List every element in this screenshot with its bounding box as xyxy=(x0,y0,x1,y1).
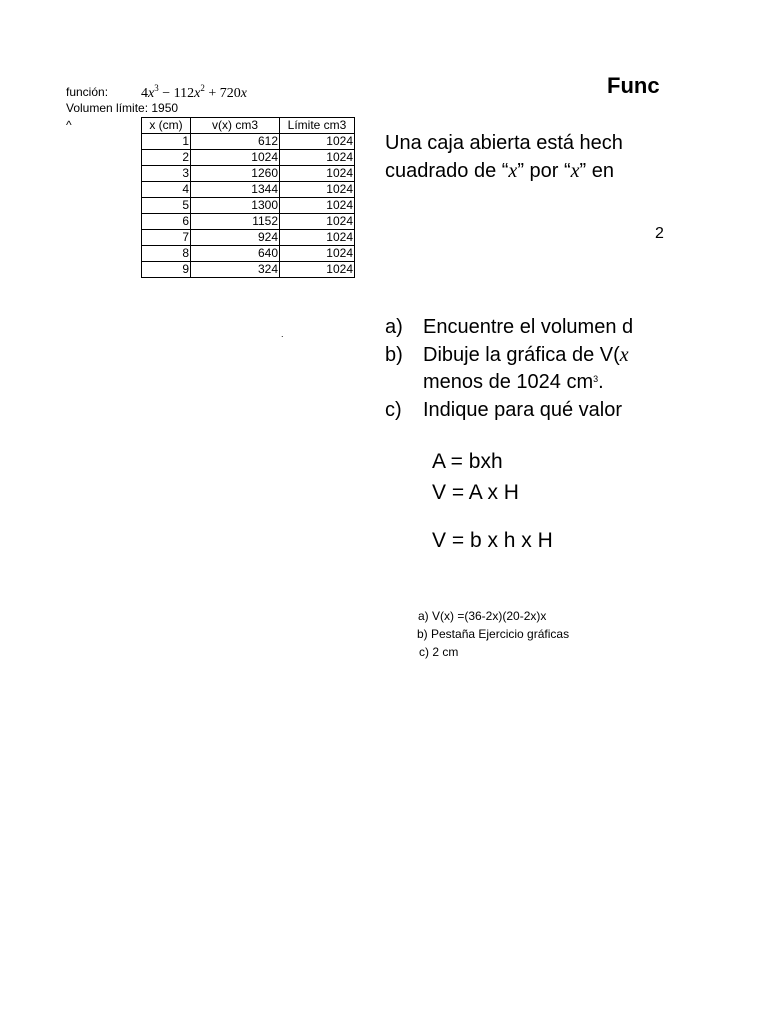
cell-x: 1 xyxy=(142,134,191,150)
item-b-text: Dibuje la gráfica de V(x xyxy=(423,344,629,366)
caret-mark: ^ xyxy=(66,118,72,132)
item-a-text: Encuentre el volumen d xyxy=(423,316,634,338)
item-b-text-2: menos de 1024 $cm^3$. xyxy=(423,371,604,393)
function-formula: $4x^3 - 112x^2 + 720x$ xyxy=(141,83,247,101)
cell-vx: 924 xyxy=(191,230,280,246)
problem-line-2: cuadrado de “x” por “x” en xyxy=(385,160,615,182)
cell-limite: 1024 xyxy=(280,214,355,230)
cell-limite: 1024 xyxy=(280,262,355,278)
formula-area: A = bxh xyxy=(432,450,503,473)
cell-vx: 1152 xyxy=(191,214,280,230)
cell-vx: 1300 xyxy=(191,198,280,214)
cell-x: 2 xyxy=(142,150,191,166)
answer-b: b) Pestaña Ejercicio gráficas xyxy=(417,627,570,641)
cell-limite: 1024 xyxy=(280,230,355,246)
formula-volume-expanded: V = b x h x H xyxy=(432,529,553,552)
cell-limite: 1024 xyxy=(280,246,355,262)
cell-limite: 1024 xyxy=(280,182,355,198)
cell-vx: 612 xyxy=(191,134,280,150)
header-x: x (cm) xyxy=(142,118,191,134)
cell-vx: 324 xyxy=(191,262,280,278)
problem-title: Func xyxy=(607,73,660,98)
item-a-label: a) xyxy=(385,316,403,338)
item-c-label: c) xyxy=(385,399,402,421)
cell-x: 9 xyxy=(142,262,191,278)
cell-vx: 640 xyxy=(191,246,280,262)
cell-vx: 1260 xyxy=(191,166,280,182)
cell-vx: 1024 xyxy=(191,150,280,166)
stray-dot: . xyxy=(281,329,284,339)
funcion-label: función: xyxy=(66,85,109,99)
cell-x: 8 xyxy=(142,246,191,262)
cell-vx: 1344 xyxy=(191,182,280,198)
item-b-label: b) xyxy=(385,344,403,366)
cell-x: 5 xyxy=(142,198,191,214)
cell-limite: 1024 xyxy=(280,198,355,214)
volumen-limite: Volumen límite: 1950 xyxy=(66,101,179,115)
answer-a: a) V(x) =(36-2x)(20-2x)x xyxy=(418,609,547,623)
header-vx: v(x) cm3 xyxy=(191,118,280,134)
cell-limite: 1024 xyxy=(280,134,355,150)
answer-c: c) 2 cm xyxy=(419,645,459,659)
cell-x: 4 xyxy=(142,182,191,198)
cell-x: 6 xyxy=(142,214,191,230)
cell-limite: 1024 xyxy=(280,166,355,182)
header-limite: Límite cm3 xyxy=(280,118,355,134)
problem-line-1: Una caja abierta está hech xyxy=(385,132,623,154)
cell-x: 7 xyxy=(142,230,191,246)
cell-x: 3 xyxy=(142,166,191,182)
stray-digit: 2 xyxy=(655,225,664,242)
formula-volume: V = A x H xyxy=(432,481,519,504)
item-c-text: Indique para qué valor xyxy=(423,399,623,421)
cell-limite: 1024 xyxy=(280,150,355,166)
